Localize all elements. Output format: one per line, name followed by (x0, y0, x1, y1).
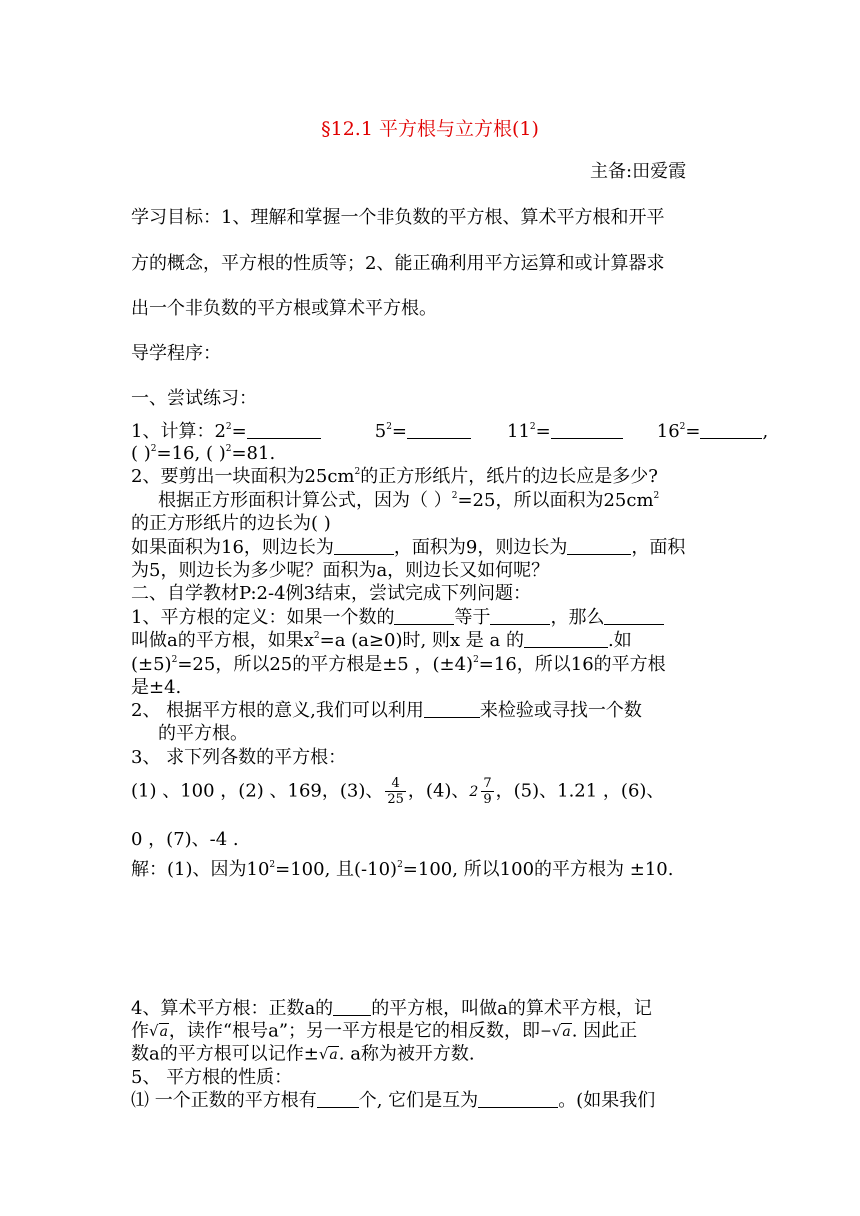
q2-line-3: 的正方形纸片的边长为( ) (131, 513, 331, 534)
arith-line-3: 数a的平方根可以记作±√a. a称为被开方数. (131, 1042, 475, 1067)
q3-heading: 3、 求下列各数的平方根： (131, 747, 347, 768)
def-line-3: $(\pm 5)^2=25$，所以25的平方根是±5 ，$(\pm 4)^2=16$，所以16的平方根 (131, 654, 666, 675)
arith-line-1: 4、算术平方根：正数a的 的平方根，叫做a的算术平方根，记 (131, 998, 652, 1019)
pm-sqrt-a-symbol: √a (318, 1045, 338, 1063)
q1-line-1: 1、计算：$2^2= 5^2= 11^2= 16^2=$ , (131, 421, 769, 442)
q3-items-line-2: 0 ，(7)、-4 . (131, 829, 239, 850)
guide-heading: 导学程序： (131, 343, 221, 364)
q2-line-2: 根据正方形面积计算公式，因为（ ）$^2$=25，所以面积为$25cm^2$ (158, 490, 660, 511)
q2b-line-1: 2、 根据平方根的意义,我们可以利用 来检验或寻找一个数 (131, 700, 642, 721)
q1-line-2: ( )$^2$=16, ( )$^2$=81. (131, 443, 276, 464)
objectives-line-2: 方的概念，平方根的性质等；2、能正确利用平方运算和或计算器求 (131, 253, 665, 274)
objectives-line-3: 出一个非负数的平方根或算术平方根。 (131, 298, 437, 319)
solution-line: 解：(1)、因为$10^2=100$, 且$(-10)^2=100$, 所以100的平方根为 ±10. (131, 859, 674, 880)
q2-line-4: 如果面积为16，则边长为 ，面积为9，则边长为 ，面积 (131, 537, 686, 558)
q2b-line-2: 的平方根。 (158, 723, 248, 744)
props-line-1: ⑴ 一个正数的平方根有 个, 它们是互为 。(如果我们 (131, 1090, 656, 1111)
def-line-1: 1、平方根的定义：如果一个数的 等于 ，那么 (131, 606, 664, 630)
fraction-4-25: $\frac{4}{25}$ (387, 776, 404, 807)
q2-line-5: 为5，则边长为多少呢？面积为a，则边长又如何呢？ (131, 560, 550, 581)
props-heading: 5、 平方根的性质： (131, 1067, 293, 1088)
page-title: §12.1 平方根与立方根(1) (321, 118, 539, 140)
section2-heading: 二、自学教材P:2-4例3结束，尝试完成下列问题： (131, 583, 531, 604)
objectives-line-1: 学习目标：1、理解和掌握一个非负数的平方根、算术平方根和开平 (131, 207, 665, 228)
section1-heading: 一、尝试练习： (131, 388, 257, 409)
neg-sqrt-a-symbol: √a (551, 1022, 571, 1040)
mixed-number-2-7-9: 2 $\frac{7}{9}$ (469, 776, 492, 807)
def-line-2: 叫做a的平方根，如果$x^2=a$ (a≥0)时, 则x 是 a 的 .如 (131, 630, 632, 651)
q3-items-line-1: (1) 、100 ，(2) 、169，(3)、 $\frac{4}{25}$ ，(4)、 2 $\frac{7}{9}$ ，(5)、1.21 ，(6)、 (131, 776, 665, 807)
arith-line-2: 作√a，读作“根号a”；另一平方根是它的相反数，即−√a. 因此正 (131, 1019, 637, 1044)
def-line-4: 是±4. (131, 677, 182, 698)
author-line: 主备:田爱霞 (590, 161, 687, 182)
sqrt-a-symbol: √a (149, 1022, 168, 1040)
q2-line-1: 2、要剪出一块面积为$25cm^2$的正方形纸片，纸片的边长应是多少? (131, 466, 658, 487)
